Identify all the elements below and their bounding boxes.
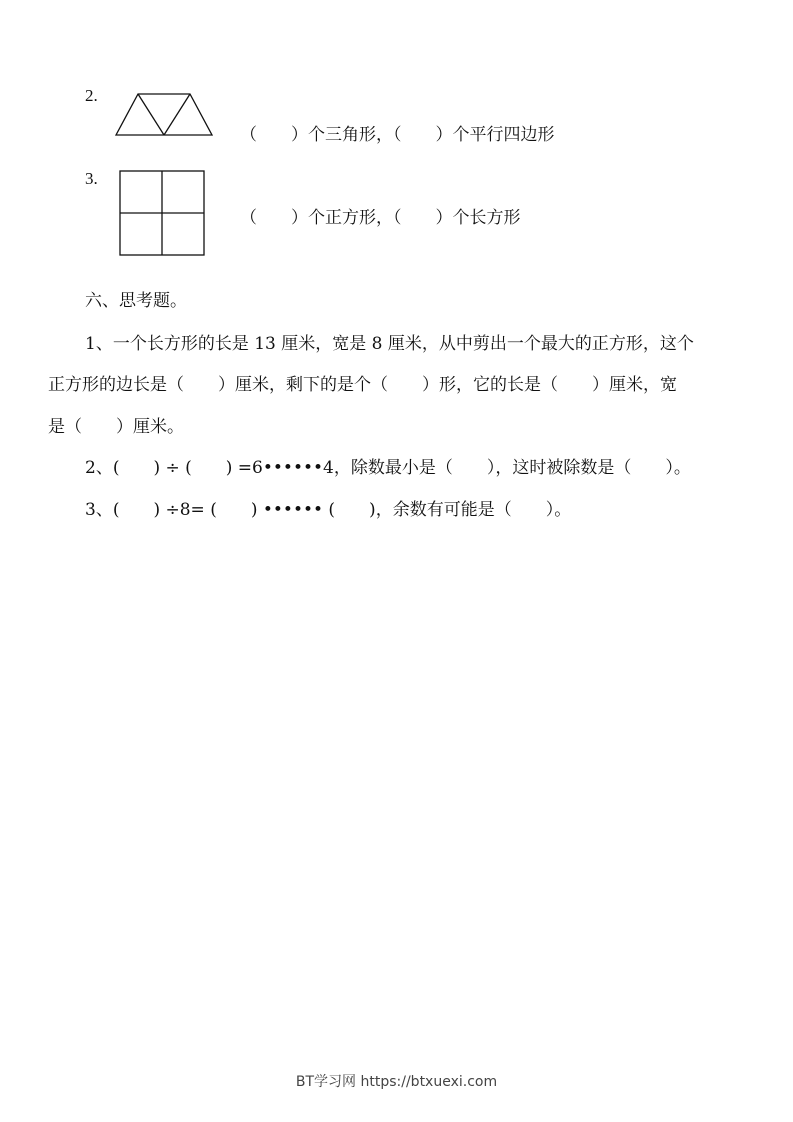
question-3-answer: （ ）个正方形，（ ）个长方形 [240,208,521,228]
diagonal-line-1 [138,94,164,135]
question-2-number: 2. [85,86,98,105]
section-6-heading: 六、思考题。 [85,291,187,311]
question-3-number: 3. [85,169,98,188]
square-grid-figure [119,170,205,256]
trapezoid-triangles-figure [114,92,214,136]
thinking-question-1-line-2: 正方形的边长是（ ）厘米，剩下的是个（ ）形，它的长是（ ）厘米，宽 [48,375,677,395]
thinking-question-2: 2、( ) ÷ ( ) =6••••••4，除数最小是（ ），这时被除数是（ ）。 [85,458,691,478]
thinking-question-1-line-3: 是（ ）厘米。 [48,417,184,437]
diagonal-line-2 [164,94,190,135]
thinking-question-3: 3、( ) ÷8= ( ) •••••• ( )，余数有可能是（ ）。 [85,500,572,520]
trapezoid-outline [116,94,212,135]
footer-watermark: BT学习网 https://btxuexi.com [295,1074,498,1090]
question-2-answer: （ ）个三角形，（ ）个平行四边形 [240,125,555,145]
thinking-question-1-line-1: 1、一个长方形的长是 13 厘米，宽是 8 厘米，从中剪出一个最大的正方形，这个 [85,334,694,354]
